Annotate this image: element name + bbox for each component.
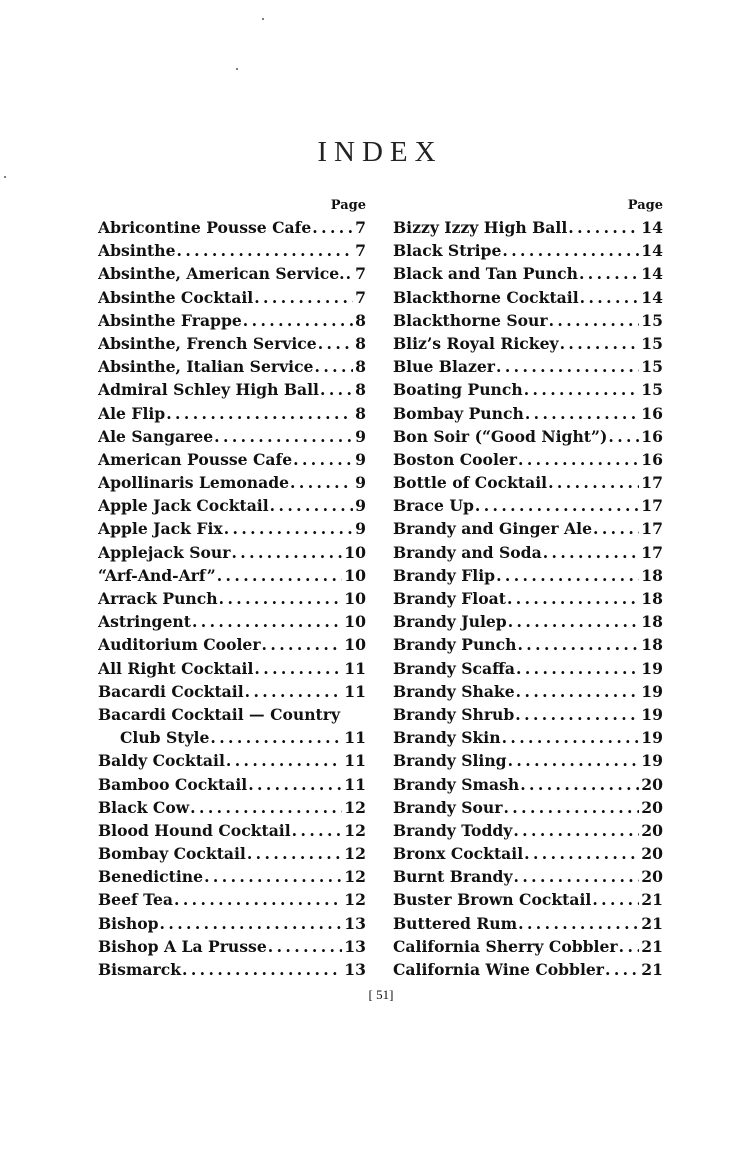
dot-leader bbox=[507, 749, 640, 772]
dot-leader bbox=[474, 494, 639, 517]
index-entry bbox=[393, 958, 663, 981]
entry-page: 18 bbox=[641, 565, 663, 585]
index-entry bbox=[393, 657, 663, 680]
index-entry bbox=[98, 773, 366, 796]
dot-leader bbox=[181, 958, 342, 981]
entry-name: Bombay Punch bbox=[393, 403, 524, 423]
entry-name: California Wine Cobbler bbox=[393, 960, 605, 979]
index-entry bbox=[98, 749, 366, 772]
dot-leader bbox=[261, 633, 343, 656]
dot-leader bbox=[514, 703, 639, 726]
entry-page: 15 bbox=[641, 333, 663, 353]
entry-page: 20 bbox=[641, 774, 663, 794]
entry-name: Brandy Punch bbox=[393, 635, 517, 655]
entry-page: 18 bbox=[641, 589, 663, 608]
entry-name: California Sherry Cobbler bbox=[393, 936, 618, 956]
dot-leader bbox=[269, 494, 353, 517]
entry-name: Ale Sangaree bbox=[98, 426, 214, 446]
index-entry bbox=[393, 912, 663, 935]
entry-name: Brandy Scaffa bbox=[393, 658, 515, 678]
entry-page: 17 bbox=[641, 473, 663, 493]
entry-name: Brandy Shrub bbox=[393, 704, 515, 724]
index-column-left bbox=[98, 196, 366, 981]
index-entry bbox=[98, 262, 366, 285]
entry-name: Buster Brown Cocktail bbox=[393, 890, 592, 910]
dot-leader bbox=[547, 471, 639, 494]
entry-page: 8 bbox=[355, 357, 366, 377]
index-entry bbox=[98, 355, 366, 378]
index-entry bbox=[393, 355, 663, 378]
index-entry bbox=[98, 332, 366, 355]
entry-name: Brandy and Ginger Ale bbox=[393, 519, 592, 539]
entry-page: 8 bbox=[355, 310, 366, 330]
entry-name: Absinthe, American Service. bbox=[98, 264, 345, 284]
entry-page: 12 bbox=[344, 820, 366, 840]
entry-name: Absinthe Frappe bbox=[98, 310, 242, 330]
entry-page: 20 bbox=[641, 867, 663, 887]
index-entry bbox=[393, 819, 663, 842]
entry-name: Brace Up bbox=[393, 496, 474, 516]
page-title: INDEX bbox=[317, 136, 443, 168]
dot-leader bbox=[523, 842, 639, 865]
entry-page: 14 bbox=[641, 287, 663, 307]
index-entry bbox=[393, 680, 663, 703]
entry-name: Apple Jack Fix bbox=[98, 519, 223, 539]
entry-name: Bizzy Izzy High Ball bbox=[393, 218, 568, 237]
dot-leader bbox=[548, 309, 640, 332]
entry-name: Absinthe Cocktail bbox=[98, 287, 254, 307]
entry-page: 12 bbox=[344, 867, 366, 887]
index-entry bbox=[98, 958, 366, 981]
dot-leader bbox=[507, 610, 640, 633]
index-entry bbox=[98, 610, 366, 633]
dot-leader bbox=[567, 216, 639, 239]
entry-name: Blue Blazer bbox=[393, 357, 495, 377]
dot-leader bbox=[506, 587, 639, 610]
entry-name: All Right Cocktail bbox=[98, 658, 254, 678]
entry-page: 11 bbox=[344, 751, 366, 771]
entry-name: Bishop A La Prusse bbox=[98, 936, 267, 956]
entry-page: 18 bbox=[641, 635, 663, 655]
entry-name: Buttered Rum bbox=[393, 913, 518, 933]
index-list-left bbox=[98, 216, 366, 981]
dot-leader bbox=[189, 796, 342, 819]
index-entry bbox=[98, 587, 366, 610]
entry-name: Arrack Punch bbox=[98, 589, 218, 608]
entry-page: 21 bbox=[641, 960, 663, 979]
entry-page: 19 bbox=[641, 658, 663, 678]
entry-page: 17 bbox=[641, 519, 663, 539]
dot-leader bbox=[223, 517, 353, 540]
entry-page: 15 bbox=[641, 310, 663, 330]
entry-page: 12 bbox=[344, 890, 366, 910]
dot-leader bbox=[289, 471, 353, 494]
index-entry bbox=[393, 262, 663, 285]
dot-leader bbox=[244, 680, 343, 703]
index-entry bbox=[98, 703, 366, 726]
dot-leader bbox=[191, 610, 342, 633]
index-entry bbox=[98, 726, 366, 749]
entry-page: 20 bbox=[641, 797, 663, 817]
index-entry bbox=[393, 541, 663, 564]
entry-name: Burnt Brandy bbox=[393, 867, 513, 887]
index-entry bbox=[393, 471, 663, 494]
entry-page: 9 bbox=[355, 473, 366, 493]
entry-page: 21 bbox=[641, 890, 663, 910]
dot-leader bbox=[559, 332, 640, 355]
entry-page: 19 bbox=[641, 751, 663, 771]
entry-name: Astringent bbox=[98, 612, 191, 632]
entry-page: 9 bbox=[355, 519, 366, 539]
dot-leader bbox=[495, 564, 639, 587]
index-entry bbox=[98, 309, 366, 332]
index-entry bbox=[98, 286, 366, 309]
dot-leader bbox=[523, 378, 640, 401]
entry-name: Apollinaris Lemonade bbox=[98, 473, 290, 493]
entry-name: Bishop bbox=[98, 913, 159, 933]
index-entry bbox=[393, 749, 663, 772]
entry-page: 16 bbox=[641, 426, 663, 446]
index-entry bbox=[98, 680, 366, 703]
dot-leader bbox=[515, 657, 639, 680]
entry-page: 17 bbox=[641, 496, 663, 516]
dot-leader bbox=[253, 286, 353, 309]
dot-leader bbox=[319, 378, 353, 401]
entry-page: 16 bbox=[641, 403, 663, 423]
dot-leader bbox=[246, 842, 342, 865]
dot-leader bbox=[542, 541, 640, 564]
entry-page: 11 bbox=[344, 681, 366, 701]
index-entry bbox=[393, 494, 663, 517]
entry-name: Brandy and Soda bbox=[393, 542, 542, 562]
entry-name: Brandy Sling bbox=[393, 751, 507, 771]
index-entry bbox=[98, 541, 366, 564]
dot-leader bbox=[495, 355, 639, 378]
entry-name: Blackthorne Sour bbox=[393, 310, 548, 330]
page-column-heading: Page bbox=[627, 198, 663, 213]
index-entry bbox=[98, 471, 366, 494]
index-entry bbox=[393, 216, 663, 239]
entry-page: 20 bbox=[641, 820, 663, 840]
entry-page: 9 bbox=[355, 496, 366, 516]
entry-name: Brandy Sour bbox=[393, 797, 503, 817]
entry-name: Bottle of Cocktail bbox=[393, 473, 548, 493]
dot-leader bbox=[311, 216, 353, 239]
dot-leader bbox=[591, 888, 639, 911]
entry-page: 13 bbox=[344, 936, 366, 956]
entry-name: Brandy Skin bbox=[393, 728, 501, 748]
index-entry bbox=[98, 865, 366, 888]
dot-leader bbox=[513, 865, 640, 888]
scan-speck bbox=[262, 18, 264, 20]
scan-speck bbox=[236, 68, 238, 70]
dot-leader bbox=[203, 865, 342, 888]
entry-name: Bacardi Cocktail bbox=[98, 681, 244, 701]
dot-leader bbox=[317, 332, 353, 355]
dot-leader bbox=[517, 912, 639, 935]
entry-name: Bacardi Cocktail — Country bbox=[98, 704, 341, 724]
entry-page: 15 bbox=[641, 357, 663, 377]
entry-page: 19 bbox=[641, 681, 663, 701]
entry-page: 16 bbox=[641, 449, 663, 469]
dot-leader bbox=[165, 402, 353, 425]
dot-leader bbox=[247, 773, 342, 796]
entry-name: Black and Tan Punch bbox=[393, 264, 578, 284]
entry-name: Club Style bbox=[120, 728, 210, 748]
entry-name: Blood Hound Cocktail bbox=[98, 820, 291, 840]
entry-page: 14 bbox=[641, 241, 663, 261]
entry-page: 11 bbox=[344, 728, 366, 748]
index-entry bbox=[98, 216, 366, 239]
entry-page: 8 bbox=[355, 380, 366, 400]
dot-leader bbox=[607, 425, 639, 448]
entry-name: Baldy Cocktail bbox=[98, 751, 225, 771]
dot-leader bbox=[209, 726, 342, 749]
entry-name: Bon Soir (“Good Night”) bbox=[393, 426, 608, 446]
entry-name: Absinthe, French Service bbox=[98, 333, 317, 353]
entry-page: 14 bbox=[641, 218, 663, 237]
entry-page: 19 bbox=[641, 728, 663, 748]
index-entry bbox=[98, 935, 366, 958]
entry-name: Admiral Schley High Ball bbox=[98, 380, 319, 400]
index-entry bbox=[98, 378, 366, 401]
dot-leader bbox=[501, 726, 640, 749]
entry-page: 11 bbox=[344, 658, 366, 678]
entry-page: 14 bbox=[641, 264, 663, 284]
dot-leader bbox=[253, 657, 342, 680]
index-entry bbox=[393, 633, 663, 656]
entry-page: 10 bbox=[344, 565, 366, 585]
dot-leader bbox=[176, 239, 354, 262]
index-entry bbox=[393, 402, 663, 425]
dot-leader bbox=[515, 680, 640, 703]
entry-name: Black Cow bbox=[98, 797, 190, 817]
entry-page: 12 bbox=[344, 797, 366, 817]
entry-page: 19 bbox=[641, 704, 663, 724]
index-entry bbox=[98, 448, 366, 471]
entry-name: Boston Cooler bbox=[393, 449, 518, 469]
entry-page: 18 bbox=[641, 612, 663, 632]
entry-page: 9 bbox=[355, 449, 366, 469]
scan-speck bbox=[4, 176, 6, 178]
dot-leader bbox=[213, 425, 353, 448]
dot-leader bbox=[159, 912, 343, 935]
dot-leader bbox=[519, 773, 639, 796]
entry-name: Brandy Shake bbox=[393, 681, 515, 701]
dot-leader bbox=[218, 587, 343, 610]
entry-name: Bronx Cocktail bbox=[393, 844, 524, 864]
index-entry bbox=[393, 610, 663, 633]
entry-name: Blackthorne Cocktail bbox=[393, 287, 579, 307]
index-entry bbox=[98, 564, 366, 587]
index-entry bbox=[98, 425, 366, 448]
entry-page: 10 bbox=[344, 635, 366, 655]
index-entry bbox=[98, 494, 366, 517]
dot-leader bbox=[501, 239, 639, 262]
entry-name: Bamboo Cocktail bbox=[98, 774, 248, 794]
entry-name: Brandy Flip bbox=[393, 565, 496, 585]
index-list-right bbox=[393, 216, 663, 981]
index-entry bbox=[393, 332, 663, 355]
dot-leader bbox=[579, 286, 640, 309]
entry-page: 21 bbox=[641, 936, 663, 956]
entry-name: Beef Tea bbox=[98, 890, 173, 910]
index-entry bbox=[393, 378, 663, 401]
entry-name: Boating Punch bbox=[393, 380, 523, 400]
dot-leader bbox=[592, 517, 639, 540]
entry-page: 20 bbox=[641, 844, 663, 864]
entry-page: 9 bbox=[355, 426, 366, 446]
entry-page: 10 bbox=[344, 612, 366, 632]
dot-leader bbox=[216, 564, 343, 587]
index-entry bbox=[393, 935, 663, 958]
dot-leader bbox=[292, 448, 353, 471]
entry-page: 10 bbox=[344, 589, 366, 608]
entry-page: 7 bbox=[355, 287, 366, 307]
index-entry bbox=[393, 703, 663, 726]
entry-page: 12 bbox=[344, 844, 366, 864]
entry-page: 15 bbox=[641, 380, 663, 400]
index-entry bbox=[393, 425, 663, 448]
entry-name: Absinthe bbox=[98, 241, 176, 261]
index-entry bbox=[98, 819, 366, 842]
entry-name: Bombay Cocktail bbox=[98, 844, 246, 864]
entry-name: Apple Jack Cocktail bbox=[98, 496, 269, 516]
index-entry bbox=[98, 633, 366, 656]
page-column-heading: Page bbox=[330, 198, 366, 213]
dot-leader bbox=[502, 796, 639, 819]
dot-leader bbox=[512, 819, 639, 842]
index-entry bbox=[393, 726, 663, 749]
entry-page: 21 bbox=[641, 913, 663, 933]
entry-page: 13 bbox=[344, 913, 366, 933]
dot-leader bbox=[291, 819, 343, 842]
dot-leader bbox=[242, 309, 353, 332]
page-number: [ 51] bbox=[368, 987, 394, 1002]
dot-leader bbox=[345, 262, 354, 285]
entry-page: 17 bbox=[641, 542, 663, 562]
entry-name: Brandy Float bbox=[393, 589, 506, 608]
entry-page: 7 bbox=[355, 241, 366, 261]
index-entry bbox=[98, 796, 366, 819]
entry-page: 10 bbox=[344, 542, 366, 562]
entry-page: 8 bbox=[355, 403, 366, 423]
entry-name: Brandy Julep bbox=[393, 612, 507, 632]
entry-name: Abricontine Pousse Cafe bbox=[98, 218, 312, 237]
index-entry bbox=[98, 239, 366, 262]
index-entry bbox=[393, 587, 663, 610]
entry-name: Benedictine bbox=[98, 867, 204, 887]
entry-page: 8 bbox=[355, 333, 366, 353]
index-column-right bbox=[393, 196, 663, 981]
entry-name: “Arf-And-Arf” bbox=[98, 565, 216, 585]
dot-leader bbox=[578, 262, 639, 285]
index-entry bbox=[393, 888, 663, 911]
dot-leader bbox=[225, 749, 342, 772]
index-entry bbox=[98, 912, 366, 935]
entry-name: Absinthe, Italian Service bbox=[98, 357, 314, 377]
index-entry bbox=[98, 888, 366, 911]
dot-leader bbox=[618, 935, 640, 958]
dot-leader bbox=[230, 541, 342, 564]
dot-leader bbox=[524, 402, 639, 425]
index-entry bbox=[393, 286, 663, 309]
entry-page: 7 bbox=[355, 264, 366, 284]
entry-name: Black Stripe bbox=[393, 241, 502, 261]
dot-leader bbox=[313, 355, 353, 378]
index-entry bbox=[393, 448, 663, 471]
entry-name: Auditorium Cooler bbox=[98, 635, 261, 655]
dot-leader bbox=[604, 958, 639, 981]
entry-name: Brandy Toddy bbox=[393, 820, 513, 840]
dot-leader bbox=[517, 448, 639, 471]
entry-page: 7 bbox=[355, 218, 366, 237]
entry-name: Bliz’s Royal Rickey bbox=[393, 333, 559, 353]
entry-name: Applejack Sour bbox=[98, 542, 231, 562]
index-entry bbox=[98, 517, 366, 540]
dot-leader bbox=[516, 633, 639, 656]
entry-page: 13 bbox=[344, 960, 366, 979]
entry-name: Ale Flip bbox=[98, 403, 166, 423]
index-entry bbox=[393, 309, 663, 332]
entry-name: Bismarck bbox=[98, 960, 182, 979]
dot-leader bbox=[267, 935, 343, 958]
entry-name: Brandy Smash bbox=[393, 774, 520, 794]
index-entry bbox=[393, 842, 663, 865]
index-entry bbox=[98, 842, 366, 865]
index-entry bbox=[393, 564, 663, 587]
dot-leader bbox=[173, 888, 342, 911]
index-entry bbox=[393, 796, 663, 819]
index-entry bbox=[393, 865, 663, 888]
index-entry bbox=[393, 773, 663, 796]
index-entry bbox=[393, 517, 663, 540]
entry-page: 11 bbox=[344, 774, 366, 794]
index-entry bbox=[98, 402, 366, 425]
index-entry bbox=[393, 239, 663, 262]
index-entry bbox=[98, 657, 366, 680]
entry-name: American Pousse Cafe bbox=[98, 449, 293, 469]
